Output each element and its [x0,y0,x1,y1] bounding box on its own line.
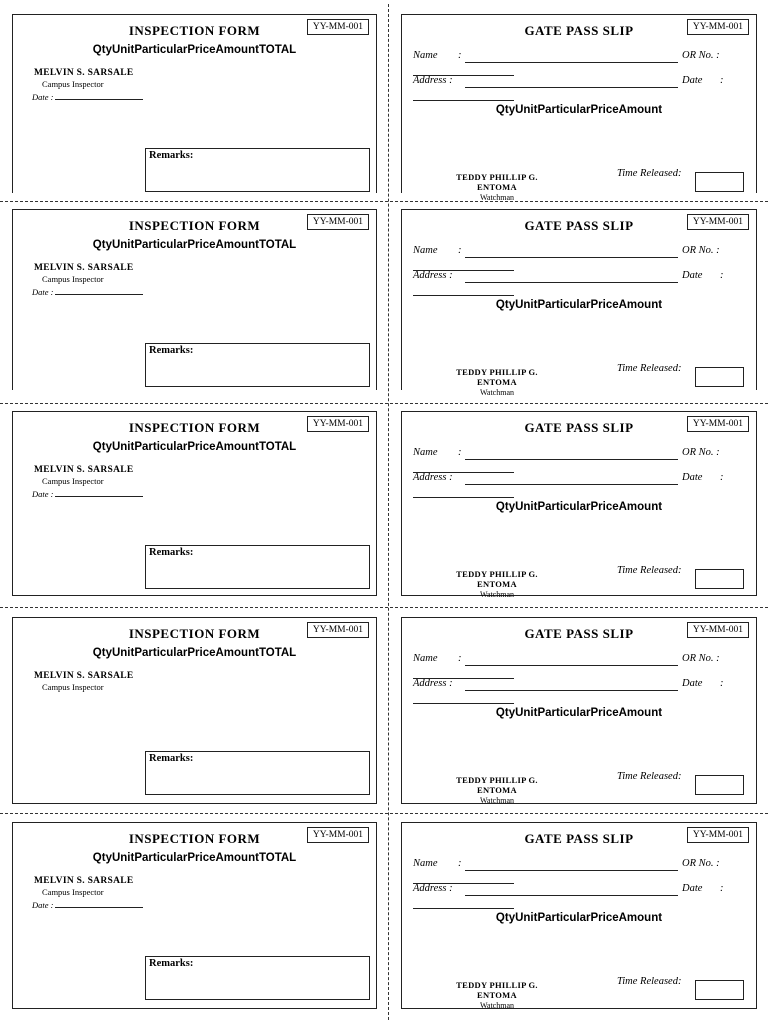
watchman-name-line2: ENTOMA [477,579,517,589]
inspector-name: MELVIN S. SARSALE [34,465,134,475]
name-field[interactable] [465,665,678,666]
watchman-name [447,569,547,589]
remarks-box[interactable] [145,545,370,589]
gate-pass-table-header: QtyUnitParticularPriceAmount [495,912,663,924]
time-released-box[interactable] [695,172,744,192]
inspection-form-code: YY-MM-001 [307,214,369,230]
name-colon: : [458,447,462,458]
date-label: Date [682,75,703,86]
gate-pass-slip [401,822,757,1009]
remarks-box[interactable] [145,751,370,795]
address-label: Address : [413,75,453,86]
gate-pass-table-header: QtyUnitParticularPriceAmount [495,299,663,311]
gate-pass-slip [401,209,757,397]
remarks-label: Remarks: [149,547,194,558]
remarks-label: Remarks: [149,753,194,764]
inspection-date-field[interactable] [32,898,143,910]
address-field[interactable] [465,87,678,88]
vertical-cut-line [388,4,389,1020]
watchman-name-line1: TEDDY PHILLIP G. [456,172,538,182]
remarks-box[interactable] [145,343,370,387]
address-field[interactable] [465,282,678,283]
date-label: Date [682,270,703,281]
inspector-name: MELVIN S. SARSALE [34,68,134,78]
time-released-box[interactable] [695,980,744,1000]
inspection-form-code: YY-MM-001 [307,827,369,843]
date-colon: : [720,270,724,281]
inspection-date-field[interactable] [32,90,143,102]
time-released-label: Time Released: [617,168,682,179]
gate-pass-slip [401,411,757,599]
inspection-date-label: Date : [32,489,54,499]
watchman-role: Watchman [479,796,514,805]
address-field[interactable] [465,484,678,485]
gate-pass-table-header: QtyUnitParticularPriceAmount [495,501,663,513]
watchman-name-line2: ENTOMA [477,785,517,795]
address-continuation-line[interactable] [413,497,514,498]
gate-pass-slip [401,617,757,804]
watchman-name-line2: ENTOMA [477,182,517,192]
remarks-box[interactable] [145,956,370,1000]
inspection-table-header: QtyUnitParticularPriceAmountTOTAL [92,441,297,453]
date-colon: : [720,75,724,86]
watchman-name-line2: ENTOMA [477,990,517,1000]
remarks-label: Remarks: [149,345,194,356]
inspection-table-header: QtyUnitParticularPriceAmountTOTAL [92,647,297,659]
horizontal-cut-line [0,607,768,608]
date-label: Date [682,472,703,483]
horizontal-cut-line [0,403,768,404]
gate-pass-code: YY-MM-001 [687,827,749,843]
gate-pass-code: YY-MM-001 [687,214,749,230]
name-colon: : [458,858,462,869]
gate-pass-slip [401,14,757,202]
inspection-date-underline [55,285,143,295]
address-continuation-line[interactable] [413,100,514,101]
name-label: Name [413,858,438,869]
time-released-label: Time Released: [617,363,682,374]
horizontal-cut-line [0,201,768,202]
or-number-label: OR No. : [682,245,720,256]
name-colon: : [458,245,462,256]
inspection-form [12,14,377,193]
watchman-name-line1: TEDDY PHILLIP G. [456,775,538,785]
inspector-name: MELVIN S. SARSALE [34,876,134,886]
inspection-date-underline [55,90,143,100]
inspector-role: Campus Inspector [42,274,104,284]
or-number-label: OR No. : [682,653,720,664]
watchman-name-line1: TEDDY PHILLIP G. [456,367,538,377]
horizontal-cut-line [0,813,768,814]
remarks-box[interactable] [145,148,370,192]
inspection-form [12,411,377,596]
or-number-label: OR No. : [682,50,720,61]
watchman-name [447,172,547,192]
watchman-name [447,775,547,795]
or-number-label: OR No. : [682,858,720,869]
date-colon: : [720,678,724,689]
gate-pass-table-header: QtyUnitParticularPriceAmount [495,104,663,116]
name-colon: : [458,50,462,61]
inspection-form-title: INSPECTION FORM [128,23,261,38]
time-released-box[interactable] [695,569,744,589]
name-label: Name [413,245,438,256]
watchman-role: Watchman [479,388,514,397]
gate-pass-title: GATE PASS SLIP [524,831,634,846]
watchman-name-line2: ENTOMA [477,377,517,387]
gate-pass-title: GATE PASS SLIP [524,420,634,435]
address-label: Address : [413,883,453,894]
gate-pass-code: YY-MM-001 [687,19,749,35]
date-label: Date [682,883,703,894]
name-field[interactable] [465,459,678,460]
inspection-form [12,822,377,1009]
gate-pass-table-header: QtyUnitParticularPriceAmount [495,707,663,719]
gate-pass-title: GATE PASS SLIP [524,218,634,233]
inspection-date-label: Date : [32,900,54,910]
time-released-box[interactable] [695,775,744,795]
inspection-form-code: YY-MM-001 [307,416,369,432]
gate-pass-title: GATE PASS SLIP [524,23,634,38]
time-released-label: Time Released: [617,565,682,576]
name-field[interactable] [465,870,678,871]
inspector-role: Campus Inspector [42,887,104,897]
gate-pass-code: YY-MM-001 [687,622,749,638]
inspection-form [12,617,377,804]
date-colon: : [720,472,724,483]
watchman-name [447,367,547,387]
watchman-role: Watchman [479,193,514,202]
inspection-form-code: YY-MM-001 [307,622,369,638]
address-continuation-line[interactable] [413,703,514,704]
watchman-name-line1: TEDDY PHILLIP G. [456,569,538,579]
address-label: Address : [413,678,453,689]
address-continuation-line[interactable] [413,295,514,296]
watchman-name [447,980,547,1000]
inspection-form-title: INSPECTION FORM [128,218,261,233]
gate-pass-code: YY-MM-001 [687,416,749,432]
name-label: Name [413,50,438,61]
address-label: Address : [413,270,453,281]
time-released-box[interactable] [695,367,744,387]
inspection-form-code: YY-MM-001 [307,19,369,35]
or-number-label: OR No. : [682,447,720,458]
address-field[interactable] [465,895,678,896]
gate-pass-title: GATE PASS SLIP [524,626,634,641]
name-label: Name [413,653,438,664]
inspection-table-header: QtyUnitParticularPriceAmountTOTAL [92,239,297,251]
name-label: Name [413,447,438,458]
inspection-form-title: INSPECTION FORM [128,831,261,846]
date-colon: : [720,883,724,894]
time-released-label: Time Released: [617,771,682,782]
address-continuation-line[interactable] [413,908,514,909]
watchman-name-line1: TEDDY PHILLIP G. [456,980,538,990]
inspection-date-field[interactable] [32,285,143,297]
address-field[interactable] [465,690,678,691]
inspection-date-underline [55,487,143,497]
remarks-label: Remarks: [149,150,194,161]
inspection-table-header: QtyUnitParticularPriceAmountTOTAL [92,44,297,56]
inspector-role: Campus Inspector [42,79,104,89]
inspection-form-title: INSPECTION FORM [128,420,261,435]
inspector-name: MELVIN S. SARSALE [34,263,134,273]
inspector-role: Campus Inspector [42,476,104,486]
address-label: Address : [413,472,453,483]
watchman-role: Watchman [479,590,514,599]
inspection-form-title: INSPECTION FORM [128,626,261,641]
inspection-table-header: QtyUnitParticularPriceAmountTOTAL [92,852,297,864]
remarks-label: Remarks: [149,958,194,969]
inspection-date-label: Date : [32,287,54,297]
time-released-label: Time Released: [617,976,682,987]
name-field[interactable] [465,257,678,258]
inspection-date-label: Date : [32,92,54,102]
inspection-form [12,209,377,390]
date-label: Date [682,678,703,689]
inspector-role: Campus Inspector [42,682,104,692]
name-field[interactable] [465,62,678,63]
inspection-date-underline [55,898,143,908]
name-colon: : [458,653,462,664]
inspector-name: MELVIN S. SARSALE [34,671,134,681]
inspection-date-field[interactable] [32,487,143,499]
watchman-role: Watchman [479,1001,514,1010]
